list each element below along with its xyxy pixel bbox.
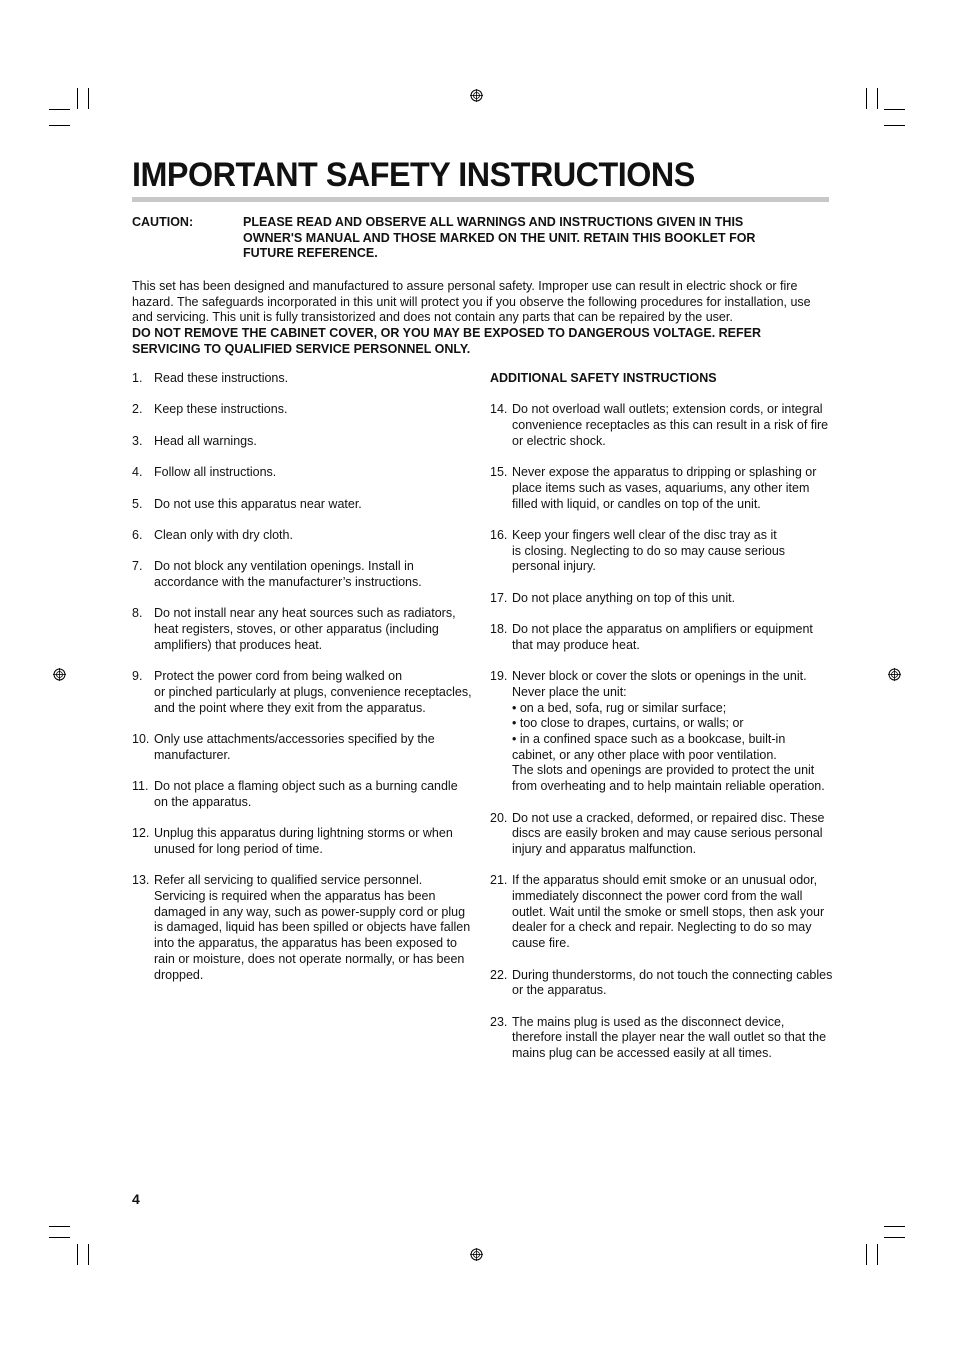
item-number: 13.	[132, 873, 150, 888]
item-text: Do not place a flaming object such as a burning candle on the apparatus.	[154, 779, 458, 809]
item-text: Never expose the apparatus to dripping or splashing or place items such as vases, aquariums, any other item filled with liquid, or candles on top of the unit.	[512, 465, 817, 511]
item-text: Keep your fingers well clear of the disc tray as it is closing. Neglecting to do so may cause serious personal injury.	[512, 527, 786, 574]
item-number: 7.	[132, 559, 143, 574]
intro-warning: DO NOT REMOVE THE CABINET COVER, OR YOU MAY BE EXPOSED TO DANGEROUS VOLTAGE. REFER SERVICING TO QUALIFIED SERVICE PERSONNEL ONLY.	[132, 326, 762, 356]
item-text: Do not overload wall outlets; extension cords, or integral convenience receptacles as this can result in a risk of fire or electric shock.	[512, 402, 829, 448]
crop-mark	[884, 125, 905, 126]
item-number: 3.	[132, 433, 143, 448]
item-number: 6.	[132, 527, 143, 542]
item-number: 21.	[490, 873, 508, 888]
item-text: If the apparatus should emit smoke or an unusual odor, immediately disconnect the power cord from the wall outlet. Wait until the smoke or smell stops, then ask your dealer for a check and repair. Neglecting to do so may cause fire.	[512, 873, 825, 951]
item-number: 18.	[490, 622, 508, 637]
item-number: 9.	[132, 669, 143, 684]
item-number: 20.	[490, 810, 508, 825]
item-text: Do not install near any heat sources such as radiators, heat registers, stoves, or other apparatus (including amplifiers) that produces heat.	[154, 606, 456, 652]
item-text: Follow all instructions.	[154, 465, 277, 480]
crop-mark	[49, 109, 70, 110]
item-number: 23.	[490, 1014, 508, 1029]
item-text: Head all warnings.	[154, 433, 257, 448]
crop-mark	[49, 1237, 70, 1238]
item-number: 15.	[490, 465, 508, 480]
crop-mark	[877, 1244, 878, 1265]
crop-mark	[884, 109, 905, 110]
list-item	[490, 528, 835, 575]
list-item	[490, 873, 835, 952]
item-text: Clean only with dry cloth.	[154, 527, 293, 542]
item-text: Unplug this apparatus during lightning storms or when unused for long period of time.	[154, 826, 453, 856]
item-text: Refer all servicing to qualified service personnel. Servicing is required when the apparatus has been damaged in any way, such as power-supply cord or plug is damaged, liquid has been spilled or objects have fallen into the apparatus, the apparatus has been exposed to rain or moisture, does not operate normally, or has been dropped.	[154, 873, 471, 982]
item-text: Do not place the apparatus on amplifiers or equipment that may produce heat.	[512, 622, 813, 652]
crop-mark	[77, 88, 78, 109]
registration-mark-icon	[888, 668, 901, 681]
registration-mark-icon	[470, 89, 483, 102]
item-number: 22.	[490, 967, 508, 982]
caution-label: CAUTION:	[132, 215, 194, 229]
item-text: Do not place anything on top of this unit.	[512, 590, 736, 605]
list-item	[490, 968, 835, 999]
item-number: 5.	[132, 496, 143, 511]
item-number: 19.	[490, 669, 508, 684]
item-text: Do not block any ventilation openings. Install in accordance with the manufacturer’s instructions.	[154, 559, 422, 590]
crop-mark	[88, 1244, 89, 1265]
list-item	[490, 402, 835, 449]
list-item	[132, 371, 472, 387]
list-item	[132, 402, 472, 418]
list-item	[132, 779, 472, 810]
item-text: Only use attachments/accessories specified by the manufacturer.	[154, 732, 435, 762]
item-number: 11.	[132, 779, 149, 794]
list-item	[132, 873, 472, 983]
crop-mark	[49, 1226, 70, 1227]
item-text: Do not use this apparatus near water.	[154, 496, 362, 511]
registration-mark-icon	[470, 1248, 483, 1261]
list-item	[490, 465, 835, 512]
item-number: 16.	[490, 527, 508, 542]
list-item	[490, 1015, 835, 1062]
list-item	[132, 826, 472, 857]
right-column	[490, 371, 835, 1077]
item-text: Read these instructions.	[154, 371, 289, 385]
list-item	[132, 434, 472, 450]
intro-paragraph: This set has been designed and manufactured to assure personal safety. Improper use can result in electric shock or fire hazard. The safeguards incorporated in this unit will protect you if you observe the following procedures for installation, use and servicing. This unit is fully transistorized and does not contain any parts that can be repaired by the user.	[132, 279, 811, 325]
list-item	[490, 811, 835, 858]
item-number: 8.	[132, 606, 143, 621]
list-item	[490, 669, 835, 795]
page-title: IMPORTANT SAFETY INSTRUCTIONS	[132, 156, 695, 194]
page-number: 4	[132, 1191, 140, 1207]
title-underline	[132, 197, 829, 202]
caution-text: PLEASE READ AND OBSERVE ALL WARNINGS AND INSTRUCTIONS GIVEN IN THIS OWNER'S MANUAL AND THOSE MARKED ON THE UNIT. RETAIN THIS BOOKLET FOR FUTURE REFERENCE.	[243, 215, 756, 261]
item-text: Keep these instructions.	[154, 402, 288, 417]
crop-mark	[866, 1244, 867, 1265]
list-item	[132, 465, 472, 481]
list-item	[132, 732, 472, 763]
item-number: 10.	[132, 732, 150, 747]
item-number: 2.	[132, 402, 143, 417]
item-text: During thunderstorms, do not touch the connecting cables or the apparatus.	[512, 967, 833, 998]
list-item	[490, 622, 835, 653]
crop-mark	[866, 88, 867, 109]
item-number: 17.	[490, 590, 508, 605]
item-text: Do not use a cracked, deformed, or repaired disc. These discs are easily broken and may cause serious personal injury and apparatus malfunction.	[512, 810, 825, 856]
left-column	[132, 371, 472, 999]
item-number: 14.	[490, 402, 508, 417]
item-text: The mains plug is used as the disconnect device, therefore install the player near the wall outlet so that the mains plug can be accessed easily at all times.	[512, 1014, 827, 1061]
crop-mark	[884, 1226, 905, 1227]
item-number: 12.	[132, 826, 150, 841]
list-item	[132, 559, 472, 590]
item-text: Protect the power cord from being walked on or pinched particularly at plugs, convenience receptacles, and the point where they exit from the apparatus.	[154, 669, 472, 715]
intro-block	[132, 279, 832, 358]
crop-mark	[77, 1244, 78, 1265]
list-item	[132, 497, 472, 513]
list-item	[132, 528, 472, 544]
additional-safety-heading: ADDITIONAL SAFETY INSTRUCTIONS	[490, 371, 717, 385]
crop-mark	[49, 125, 70, 126]
crop-mark	[88, 88, 89, 109]
list-item	[132, 669, 472, 716]
list-item	[490, 591, 835, 607]
item-number: 1.	[132, 371, 143, 385]
item-number: 4.	[132, 465, 143, 480]
crop-mark	[884, 1237, 905, 1238]
registration-mark-icon	[53, 668, 66, 681]
item-text: Never block or cover the slots or openings in the unit. Never place the unit: • on a bed, sofa, rug or similar surface; • too close to drapes, curtains, or walls; or • in a confined space such as a bookcase, built-in cabinet, or any other place with poor ventilation. The slots and openings are provided to protect the unit from overheating and to help maintain reliable operation.	[512, 669, 825, 794]
crop-mark	[877, 88, 878, 109]
list-item	[132, 606, 472, 653]
